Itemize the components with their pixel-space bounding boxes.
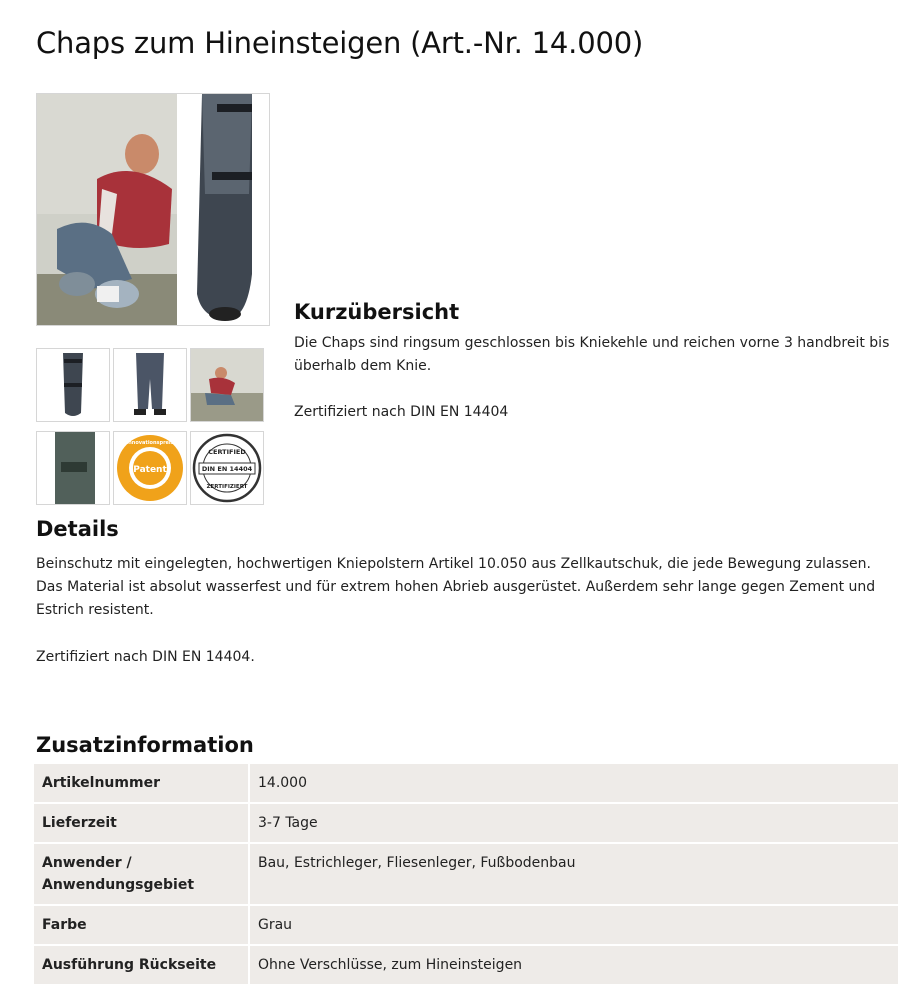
- table-row: [34, 906, 898, 944]
- details-certification: Zertifiziert nach DIN EN 14404.: [36, 649, 255, 665]
- page-title: Chaps zum Hineinsteigen (Art.-Nr. 14.000): [36, 26, 644, 60]
- thumbnail-image: [191, 349, 263, 421]
- table-row: [34, 764, 898, 802]
- thumbnail-chaps-back[interactable]: [113, 348, 187, 422]
- patent-badge-icon: [114, 432, 186, 504]
- table-value: Bau, Estrichleger, Fliesenleger, Fußbodenbau: [250, 844, 898, 904]
- summary-certification: Zertifiziert nach DIN EN 14404: [294, 404, 509, 420]
- table-row: [34, 844, 898, 904]
- table-value: 3-7 Tage: [250, 804, 898, 842]
- certified-badge-din: DIN EN 14404: [201, 465, 253, 473]
- details-heading: Details: [36, 517, 119, 541]
- table-key: Ausführung Rückseite: [34, 946, 250, 984]
- table-row: [34, 804, 898, 842]
- table-value: Grau: [250, 906, 898, 944]
- thumbnail-image: [37, 432, 109, 504]
- thumbnail-image: [114, 349, 186, 421]
- thumbnail-worker[interactable]: [190, 348, 264, 422]
- summary-heading: Kurzübersicht: [294, 300, 460, 324]
- certified-badge[interactable]: [190, 431, 264, 505]
- patent-badge-ring-label: Innovationspreis: [126, 440, 174, 446]
- table-key: Lieferzeit: [34, 804, 250, 842]
- table-value: Ohne Verschlüsse, zum Hineinsteigen: [250, 946, 898, 984]
- thumbnail-strap-detail[interactable]: [36, 431, 110, 505]
- patent-badge[interactable]: [113, 431, 187, 505]
- details-text: Beinschutz mit eingelegten, hochwertigen Kniepolstern Artikel 10.050 aus Zellkautschuk, die jede Bewegung zulassen. Das Material ist absolut wasserfest und für extrem hohen Abrieb ausgerüstet. Außerdem sehr lange gegen Zement und Estrich resistent.: [36, 556, 876, 618]
- summary-text: Die Chaps sind ringsum geschlossen bis Kniekehle und reichen vorne 3 handbreit bis überhalb dem Knie.: [294, 335, 890, 374]
- certified-badge-top: CERTIFIED: [208, 448, 246, 456]
- table-key: Farbe: [34, 906, 250, 944]
- certified-badge-icon: [191, 432, 263, 504]
- additional-info-table: [34, 762, 898, 986]
- patent-badge-label: Patent: [133, 465, 167, 475]
- additional-info-heading: Zusatzinformation: [36, 733, 254, 757]
- table-key: Anwender / Anwendungsgebiet: [34, 844, 250, 904]
- certified-badge-bottom: ZERTIFIZIERT: [206, 484, 248, 490]
- table-value: 14.000: [250, 764, 898, 802]
- thumbnail-chaps-side[interactable]: [36, 348, 110, 422]
- thumbnail-image: [37, 349, 109, 421]
- main-product-image[interactable]: [36, 93, 270, 326]
- product-photo: [37, 94, 269, 325]
- table-key: Artikelnummer: [34, 764, 250, 802]
- table-row: [34, 946, 898, 984]
